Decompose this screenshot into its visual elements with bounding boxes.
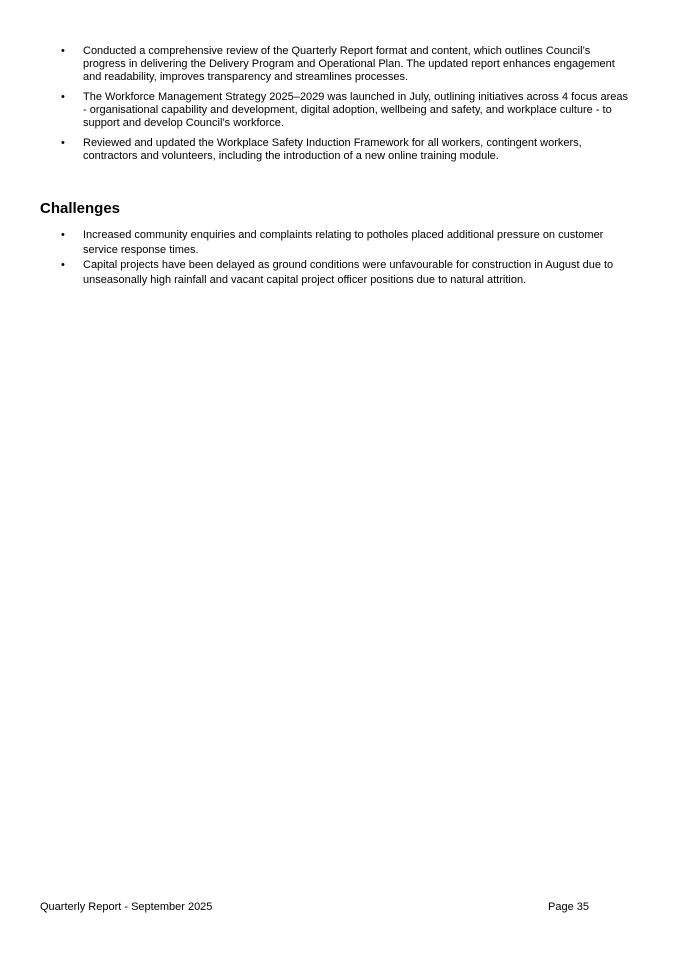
bullet-text: Capital projects have been delayed as ground conditions were unfavourable for construction in August due to unseasonally high rainfall and vacant capital project officer positions due to natural attrition. (83, 259, 614, 286)
page-content (40, 45, 633, 288)
bullet-text: Conducted a comprehensive review of the Quarterly Report format and content, which outlines Council’s progress in delivering the Delivery Program and Operational Plan. The updated report enhances engagement and readability, improves transparency and streamlines processes. (83, 45, 615, 83)
bullet-text: The Workforce Management Strategy 2025–2029 was launched in July, outlining initiatives across 4 focus areas - organisational capability and development, digital adoption, wellbeing and safety, and workplace culture - to support and develop Council’s workforce. (83, 91, 629, 129)
list-item (40, 258, 633, 288)
bullet-text: Increased community enquiries and complaints relating to potholes placed additional pressure on customer service response times. (83, 229, 604, 256)
footer-document-title: Quarterly Report - September 2025 (40, 901, 213, 913)
footer-page-number: Page 35 (548, 901, 589, 913)
challenges-heading: Challenges (40, 200, 121, 217)
bullet-icon: • (61, 45, 65, 57)
bullet-icon: • (61, 91, 65, 103)
bullet-icon: • (61, 137, 65, 149)
bullet-icon: • (61, 259, 65, 271)
list-item (40, 45, 633, 84)
challenges-list (40, 228, 633, 288)
list-item (40, 91, 633, 130)
bullet-text: Reviewed and updated the Workplace Safety Induction Framework for all workers, contingent workers, contractors and volunteers, including the introduction of a new online training module. (83, 137, 582, 162)
list-item (40, 228, 633, 258)
list-item (40, 137, 633, 163)
achievements-list (40, 45, 633, 163)
bullet-icon: • (61, 229, 65, 241)
